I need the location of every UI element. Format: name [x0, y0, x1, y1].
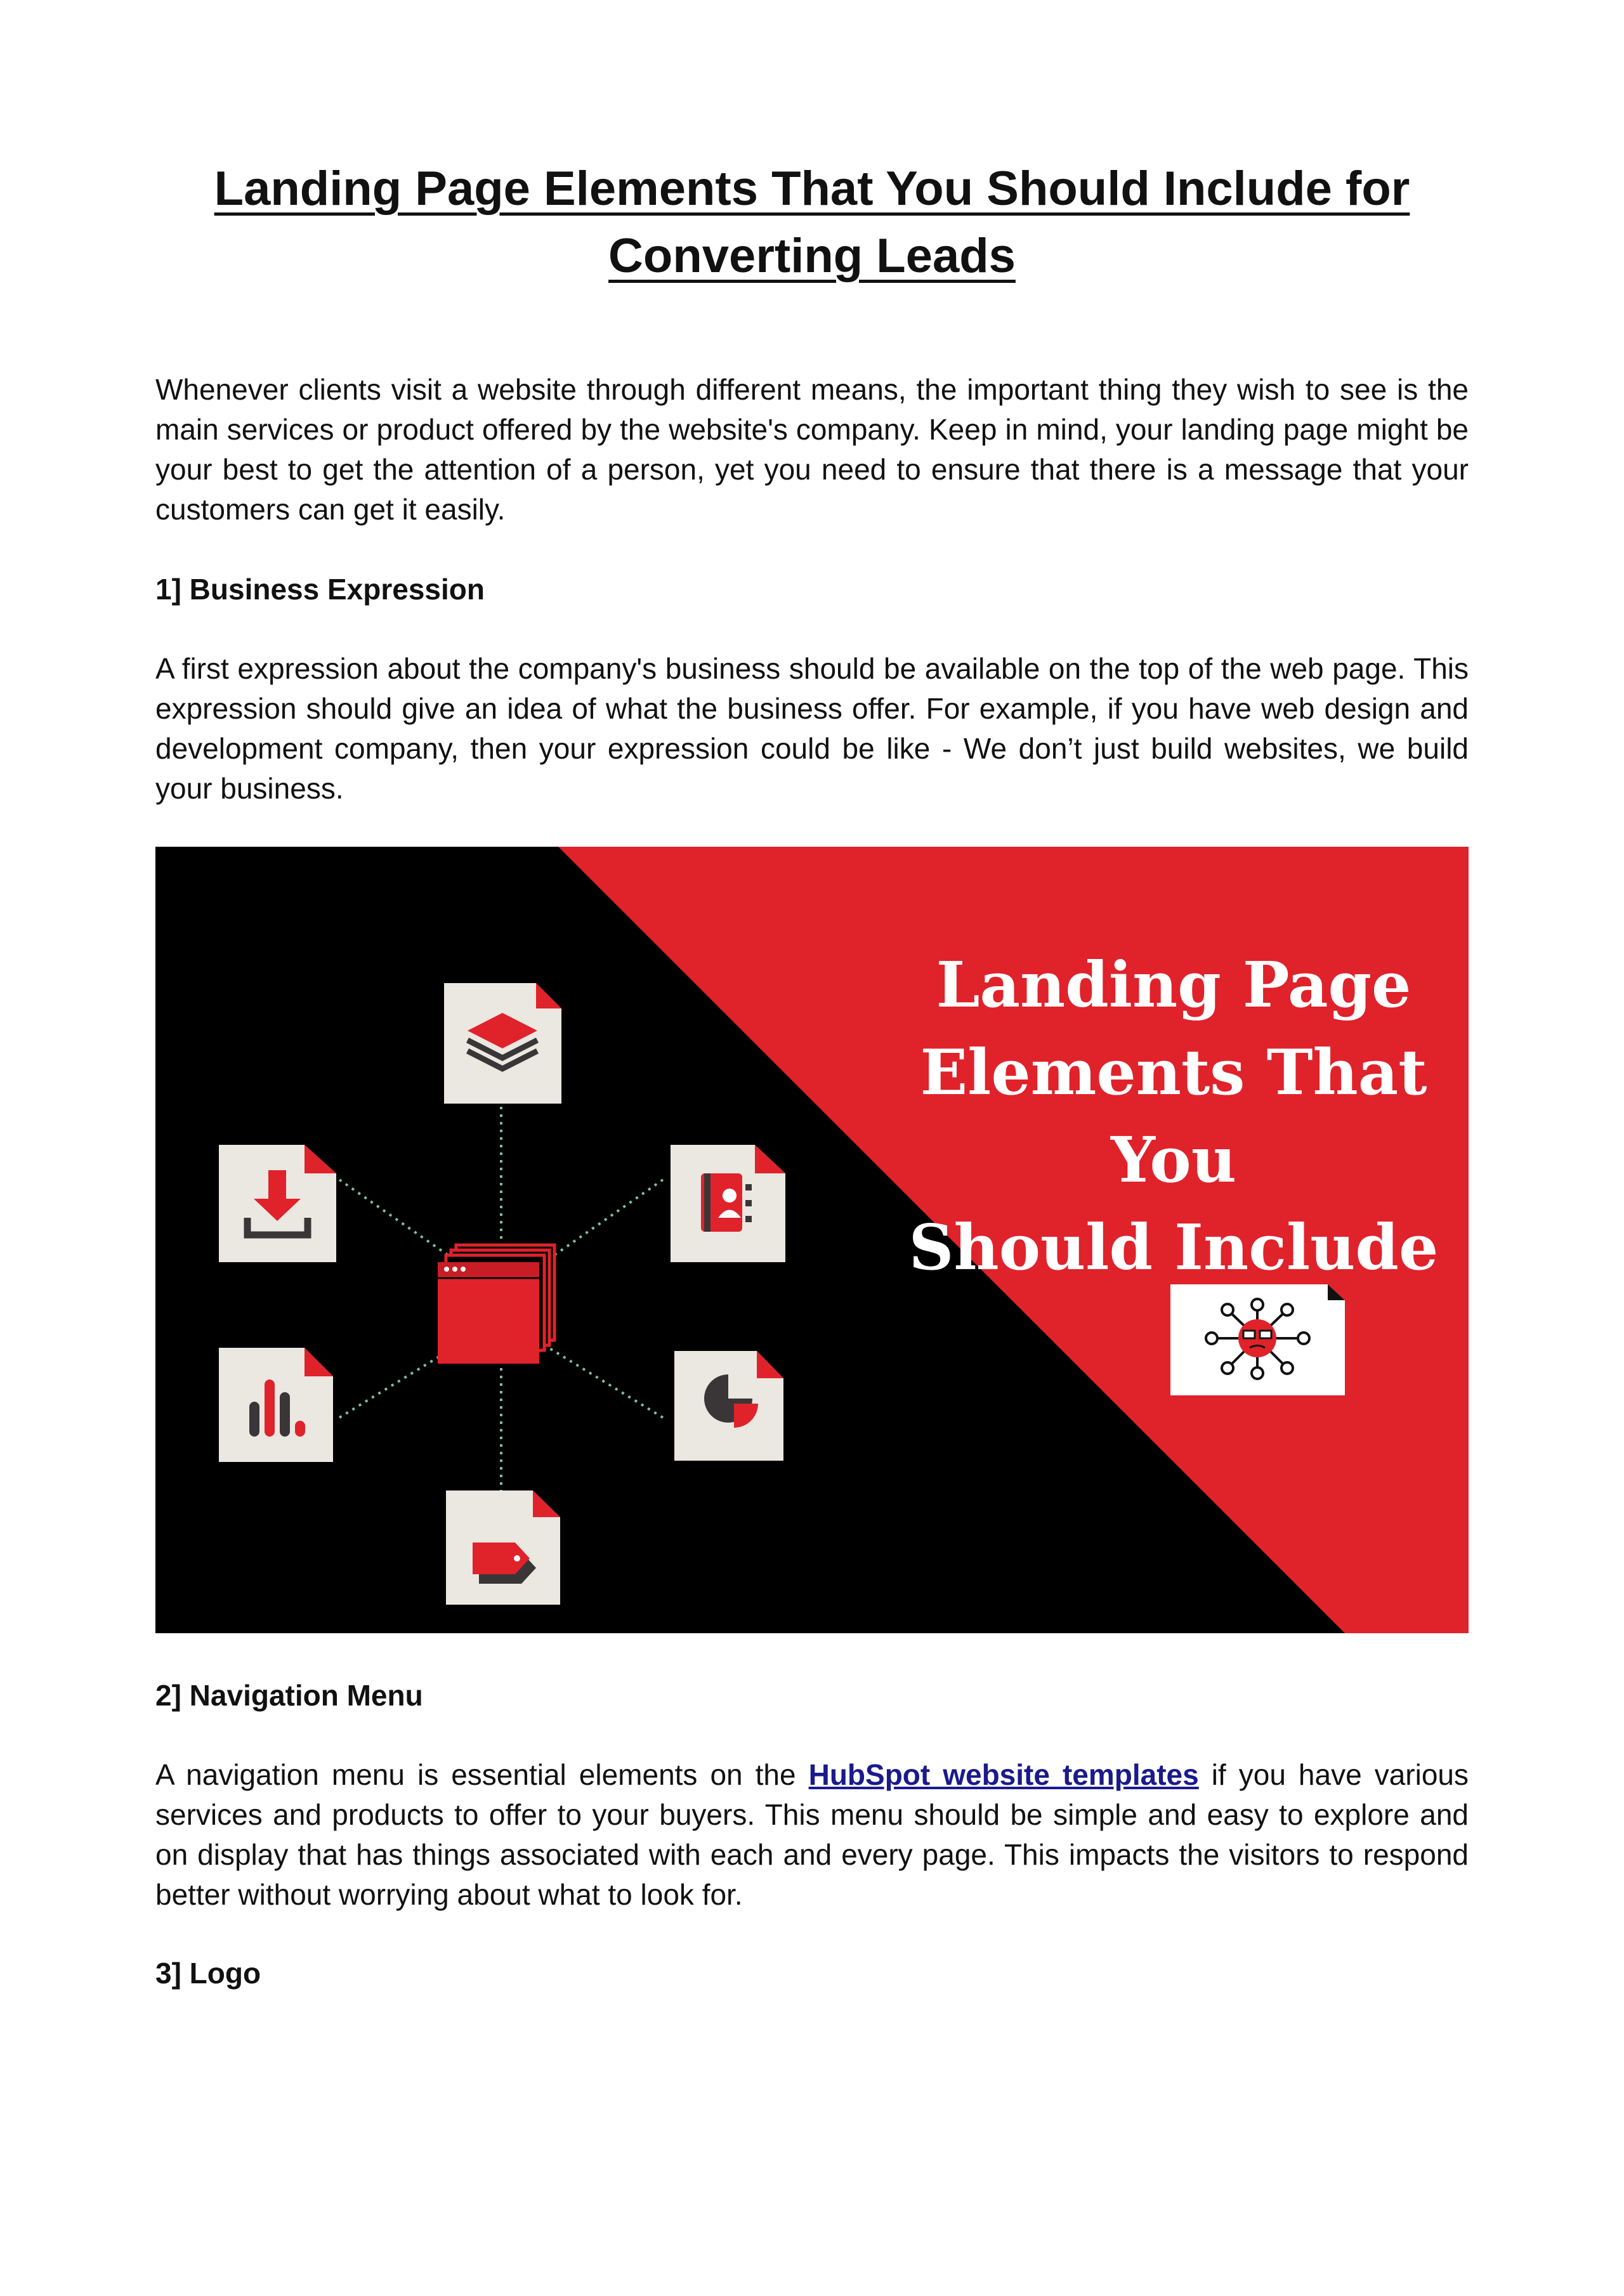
business-expression-paragraph: A first expression about the company's business should be available on the top of the web page. This expression should give an idea of what the business offer. For example, if you have web design and development company, then your expression could be like - We don’t just build websites, we build your business. — [155, 652, 1469, 805]
section-heading-business-expression: 1] Business Expression — [155, 573, 485, 606]
network-logo-icon — [1170, 1284, 1345, 1395]
navigation-menu-text-after: if you have various services and products to offer to your buyers. This menu should be simple and easy to explore and on display that has things associated with each and every page. This impacts the visitors to respond better without worrying about what to look for. — [155, 1758, 1469, 1911]
section-heading-logo: 3] Logo — [155, 1957, 261, 1990]
banner-title-line-2: Elements That You — [920, 1036, 1427, 1197]
page-title — [127, 155, 1497, 290]
banner-title-line-1: Landing Page — [936, 949, 1411, 1022]
hubspot-website-templates-link[interactable]: HubSpot website templates — [808, 1758, 1199, 1791]
navigation-menu-text-before: A navigation menu is essential elements on the — [155, 1758, 809, 1791]
intro-paragraph: Whenever clients visit a website through different means, the important thing they wish to see is the main services or product offered by the website's company. Keep in mind, your landing page might be your best to get the attention of a person, yet you need to ensure that there is a message that your customers can get it easily. — [155, 373, 1469, 526]
banner-title — [885, 942, 1462, 1292]
bar-chart-icon — [219, 1348, 333, 1462]
pie-chart-icon — [674, 1351, 783, 1461]
navigation-menu-paragraph — [155, 1755, 1469, 1915]
download-icon — [219, 1145, 336, 1262]
banner-title-line-3: Should Include — [908, 1211, 1439, 1284]
page-title-line-2: Converting Leads — [608, 229, 1016, 283]
browser-windows-icon — [438, 1245, 554, 1364]
page-title-line-1: Landing Page Elements That You Should Include for — [214, 162, 1410, 216]
section-heading-navigation-menu: 2] Navigation Menu — [155, 1679, 423, 1712]
layers-icon — [444, 983, 561, 1104]
landing-page-elements-banner — [155, 847, 1469, 1633]
contact-book-icon — [671, 1145, 785, 1262]
price-tag-icon — [446, 1490, 560, 1605]
